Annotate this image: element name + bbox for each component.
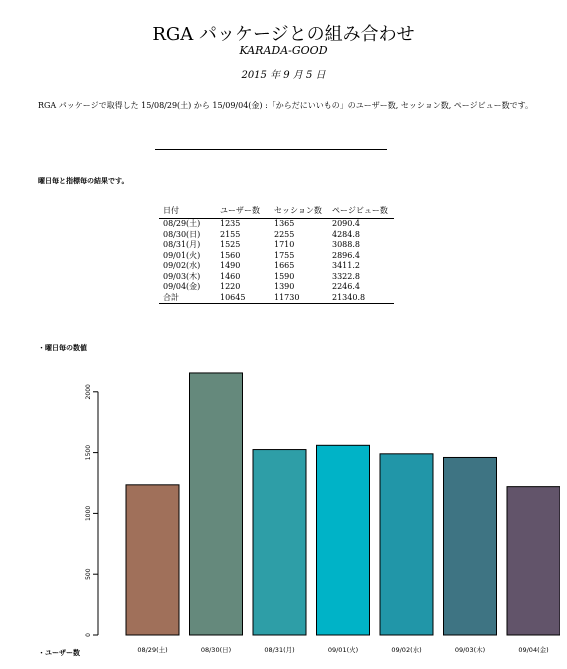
table-header-cell: セッション数 bbox=[270, 203, 328, 219]
table-row bbox=[159, 219, 394, 230]
table-row bbox=[159, 230, 394, 241]
y-tick-label: 2000 bbox=[85, 384, 92, 400]
x-tick-label: 09/04(金) bbox=[518, 646, 549, 654]
table-row bbox=[159, 282, 394, 293]
page-subtitle: KARADA-GOOD bbox=[239, 44, 328, 57]
table-cell: 1390 bbox=[274, 282, 295, 291]
table-cell: 1525 bbox=[220, 240, 241, 249]
table-cell: 08/29(土) bbox=[163, 219, 201, 228]
x-tick-label: 08/29(土) bbox=[137, 646, 168, 654]
table-row bbox=[159, 261, 394, 272]
bar bbox=[444, 457, 497, 635]
page-date: 2015 年 9 月 5 日 bbox=[241, 70, 326, 81]
chart-heading: ・曜日毎の数値 bbox=[38, 344, 87, 352]
table-cell: 1710 bbox=[274, 240, 295, 249]
table-cell: 10645 bbox=[216, 293, 270, 304]
x-tick-label: 09/02(水) bbox=[391, 646, 422, 654]
table-cell: 1490 bbox=[220, 261, 241, 270]
table-header-cell: ユーザー数 bbox=[216, 203, 270, 219]
table-row bbox=[159, 251, 394, 262]
table-row bbox=[159, 272, 394, 283]
table-heading: 曜日毎と指標毎の結果です。 bbox=[38, 177, 129, 185]
x-tick-label: 08/30(日) bbox=[200, 646, 232, 654]
table-cell: 3322.8 bbox=[332, 271, 360, 281]
bar bbox=[253, 450, 306, 635]
table-cell: 09/03(木) bbox=[163, 271, 201, 281]
intro-paragraph: RGA パッケージで取得した 15/08/29(土) から 15/09/04(金) :「からだにいいもの」のユーザー数, セッション数, ページビュー数です。 bbox=[38, 101, 533, 110]
y-tick-label: 0 bbox=[85, 633, 92, 637]
table-cell: 08/31(月) bbox=[163, 240, 201, 249]
table-cell: 09/01(火) bbox=[163, 250, 201, 260]
table-header-cell: ページビュー数 bbox=[328, 203, 394, 219]
table-cell: 1220 bbox=[220, 282, 241, 291]
table-cell: 合計 bbox=[159, 293, 216, 304]
bar bbox=[317, 445, 370, 635]
table-cell: 4284.8 bbox=[332, 229, 360, 239]
table-cell: 1665 bbox=[274, 261, 295, 270]
table-cell: 3411.2 bbox=[332, 261, 360, 270]
table-cell: 1755 bbox=[274, 250, 295, 260]
table-cell: 2090.4 bbox=[332, 219, 360, 228]
table-row bbox=[159, 240, 394, 251]
bottom-heading: ・ユーザー数 bbox=[38, 649, 80, 657]
page-title: RGA パッケージとの組み合わせ bbox=[152, 24, 415, 45]
divider bbox=[155, 149, 387, 150]
table-cell: 2255 bbox=[274, 229, 295, 239]
table-cell: 1235 bbox=[220, 219, 241, 228]
table-cell: 1590 bbox=[274, 271, 295, 281]
table-cell: 08/30(日) bbox=[163, 229, 201, 239]
table-cell: 1560 bbox=[220, 250, 241, 260]
x-tick-label: 08/31(月) bbox=[264, 646, 295, 654]
y-tick-label: 1500 bbox=[85, 444, 92, 461]
table-cell: 09/02(水) bbox=[163, 261, 201, 270]
bar bbox=[190, 373, 243, 635]
table-cell: 1460 bbox=[220, 271, 241, 281]
x-tick-label: 09/01(火) bbox=[327, 646, 359, 654]
table-header-row bbox=[159, 203, 394, 219]
table-cell: 2155 bbox=[220, 229, 241, 239]
bar bbox=[126, 485, 179, 635]
results-table bbox=[159, 203, 394, 304]
table-cell: 09/04(金) bbox=[163, 282, 201, 291]
table-cell: 11730 bbox=[270, 293, 328, 304]
table-cell: 2246.4 bbox=[332, 282, 360, 291]
table-cell: 1365 bbox=[274, 219, 295, 228]
bar bbox=[380, 454, 433, 635]
bar bbox=[507, 487, 560, 635]
table-cell: 3088.8 bbox=[332, 240, 360, 249]
bar-chart bbox=[80, 360, 560, 662]
table-total-row bbox=[159, 293, 394, 304]
table-header-cell: 日付 bbox=[159, 203, 216, 219]
x-tick-label: 09/03(木) bbox=[454, 646, 486, 654]
table-cell: 21340.8 bbox=[328, 293, 394, 304]
y-tick-label: 500 bbox=[85, 568, 92, 580]
y-tick-label: 1000 bbox=[85, 505, 92, 522]
table-cell: 2896.4 bbox=[332, 250, 360, 260]
